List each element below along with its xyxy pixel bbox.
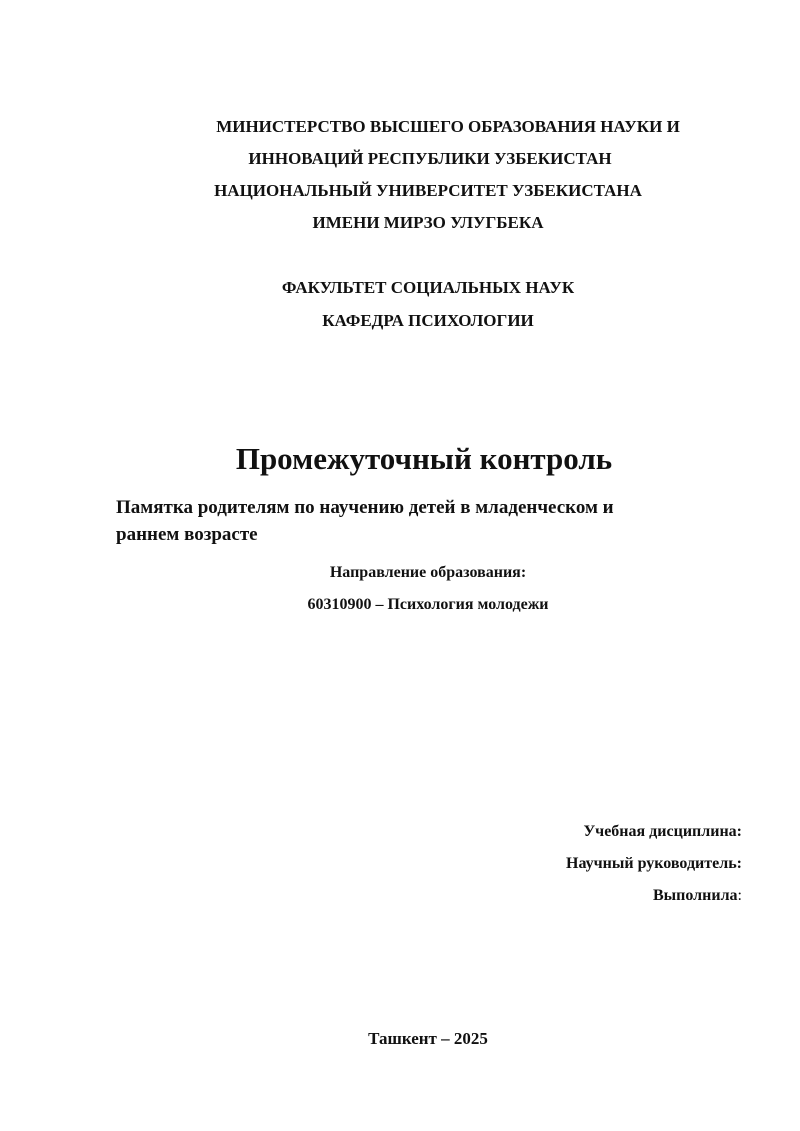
author-colon: : xyxy=(737,887,742,904)
department-name: КАФЕДРА ПСИХОЛОГИИ xyxy=(322,311,534,330)
discipline-label: Учебная дисциплина: xyxy=(583,823,742,840)
subtitle-line-1: Памятка родителям по научению детей в младенческом и xyxy=(116,497,614,518)
subtitle-line-2: раннем возрасте xyxy=(116,524,258,545)
page-title: Промежуточный контроль xyxy=(235,441,613,476)
direction-label: Направление образования: xyxy=(329,564,527,581)
faculty-name: ФАКУЛЬТЕТ СОЦИАЛЬНЫХ НАУК xyxy=(281,278,575,297)
author-label-line xyxy=(653,886,742,906)
author-label: Выполнила xyxy=(652,887,738,904)
direction-value: 60310900 – Психология молодежи xyxy=(307,596,549,613)
ministry-line-2: ИННОВАЦИЙ РЕСПУБЛИКИ УЗБЕКИСТАН xyxy=(248,149,612,168)
ministry-line-1: МИНИСТЕРСТВО ВЫСШЕГО ОБРАЗОВАНИЯ НАУКИ И xyxy=(216,117,680,136)
place-year: Ташкент – 2025 xyxy=(368,1029,488,1048)
supervisor-label: Научный руководитель: xyxy=(566,855,742,872)
university-line-1: НАЦИОНАЛЬНЫЙ УНИВЕРСИТЕТ УЗБЕКИСТАНА xyxy=(214,181,642,200)
university-line-2: ИМЕНИ МИРЗО УЛУГБЕКА xyxy=(312,213,544,232)
document-subtitle xyxy=(116,494,756,548)
